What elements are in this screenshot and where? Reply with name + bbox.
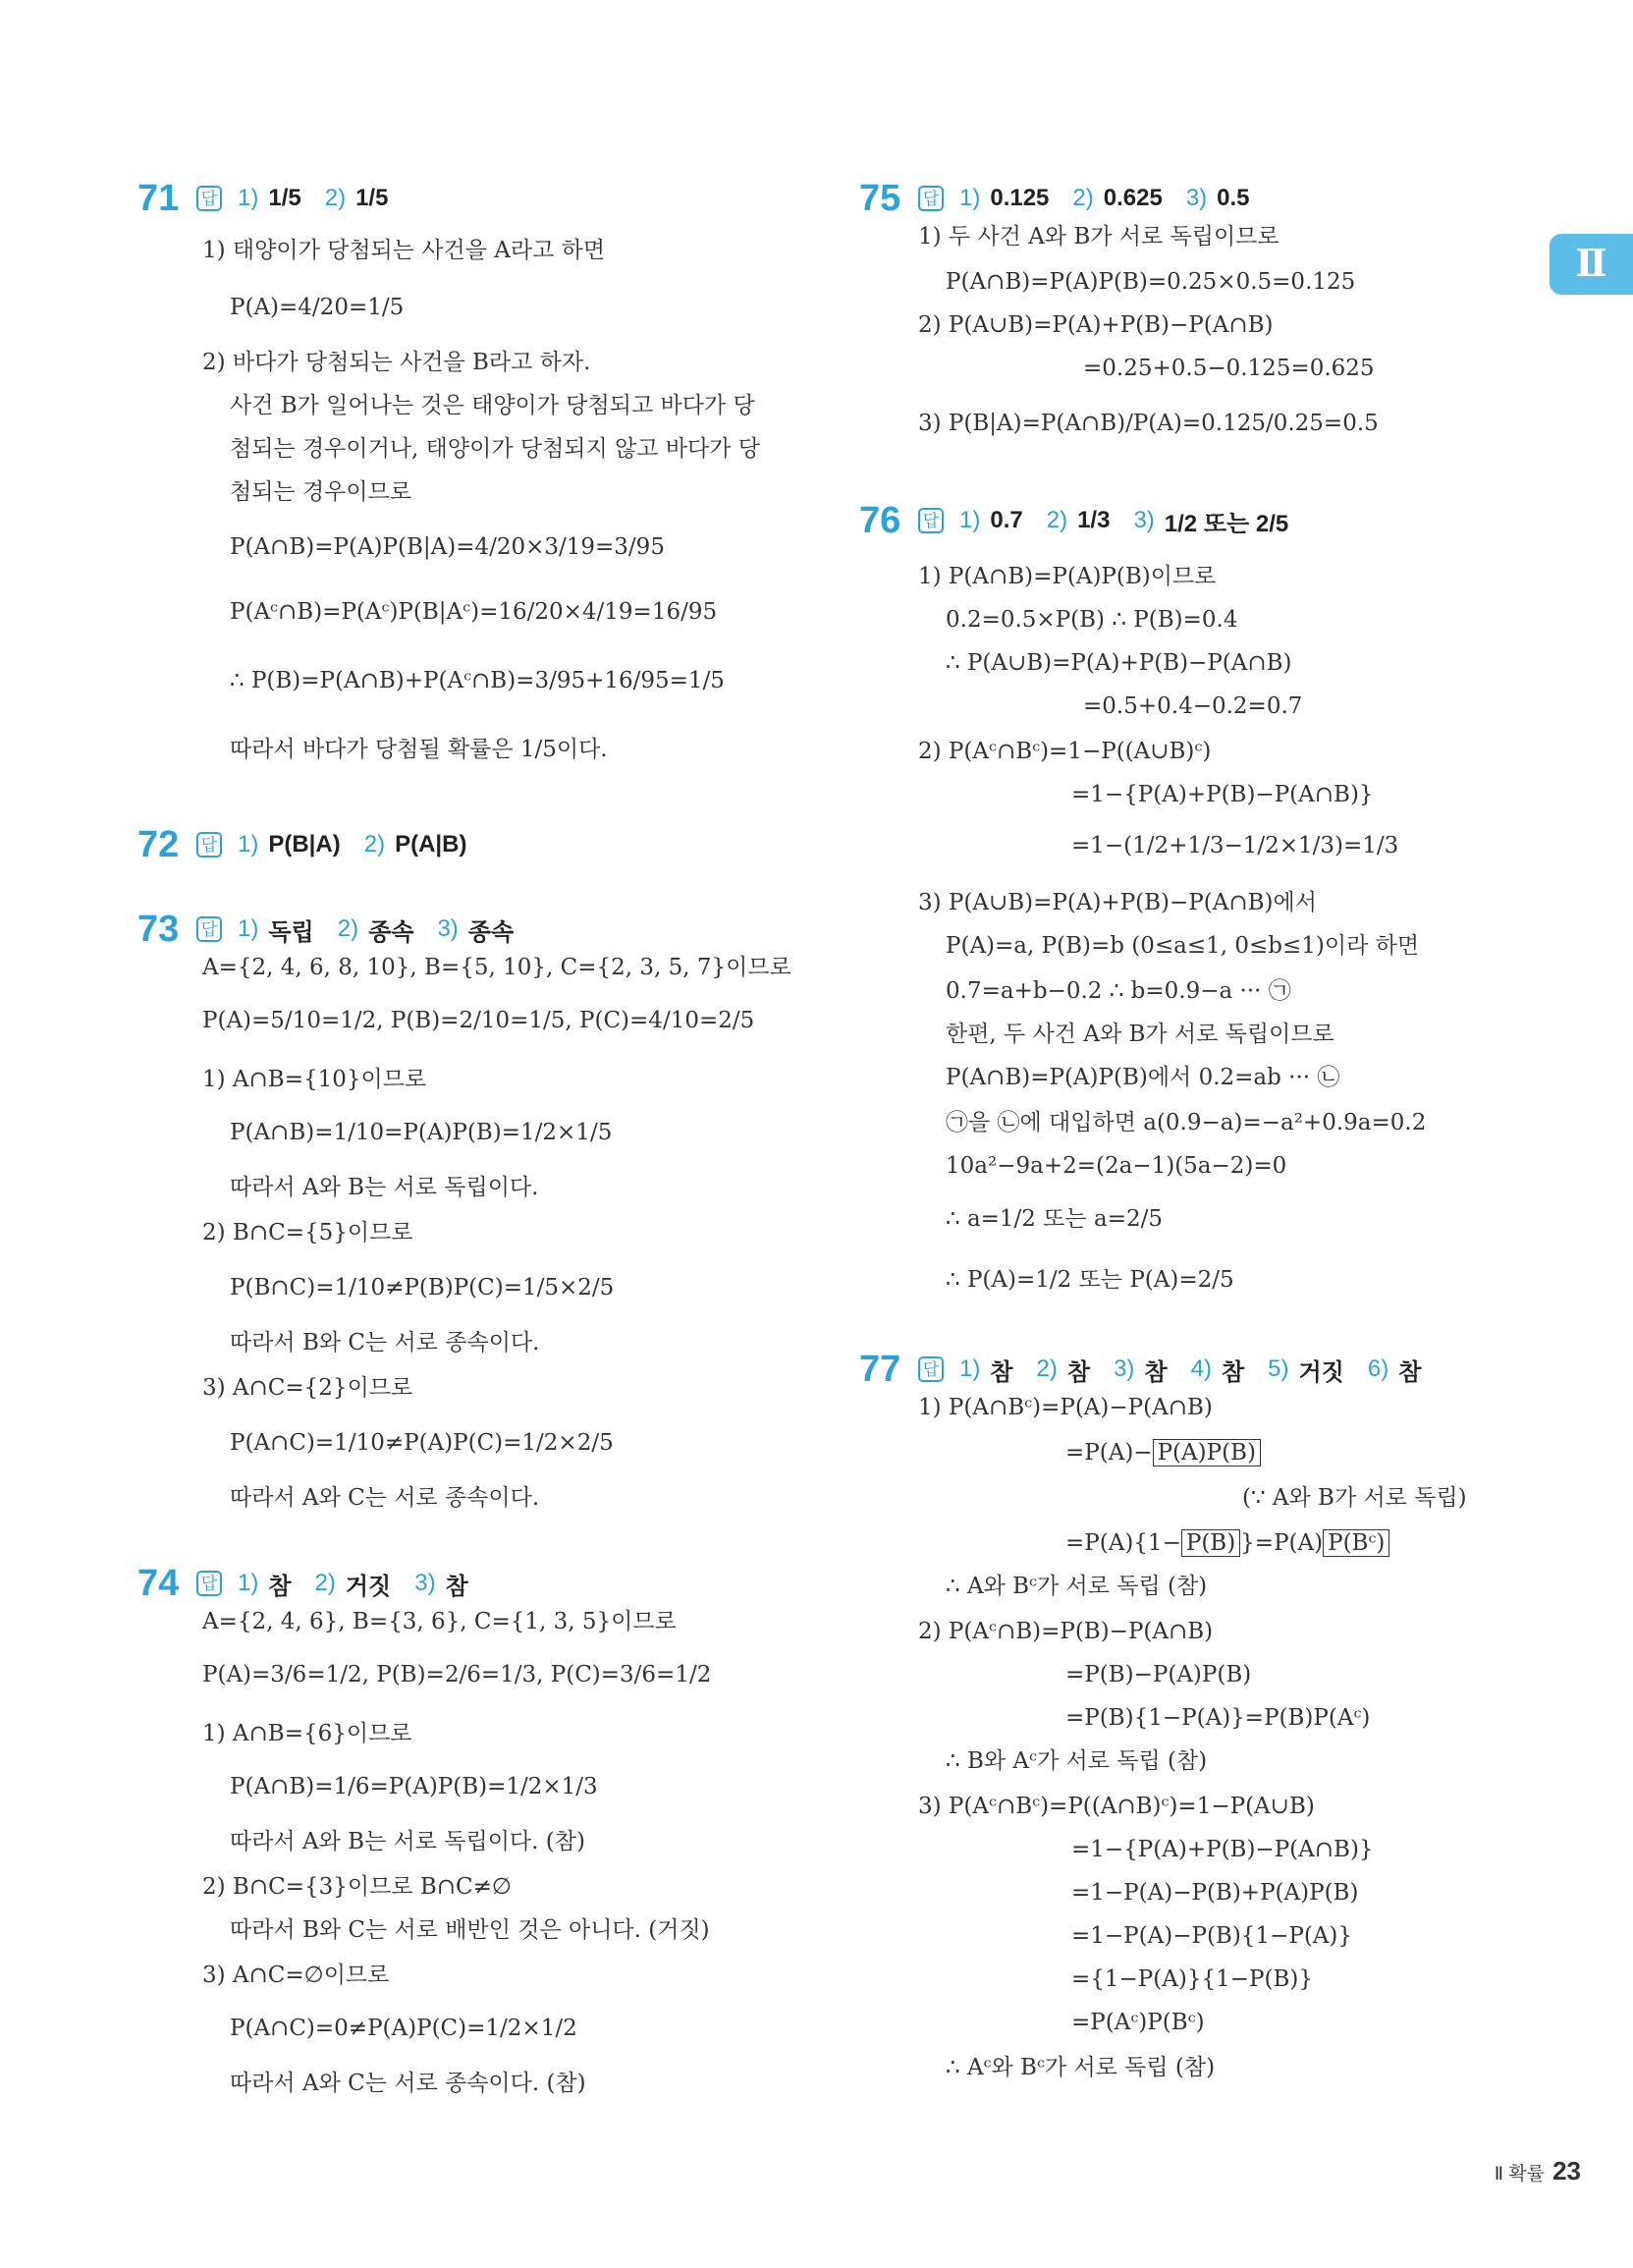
solution-line: 1) P(A∩Bᶜ)=P(A)−P(A∩B) [918, 1395, 1213, 1420]
page-number: 23 [1552, 2156, 1581, 2185]
answer-label: 3) [1185, 185, 1208, 211]
solution-line: 첨되는 경우이거나, 태양이가 당첨되지 않고 바다가 당 [230, 436, 760, 462]
answer-value: 0.5 [1217, 185, 1250, 211]
answer-label: 2) [337, 915, 359, 942]
solution-line: =1−P(A)−P(B)+P(A)P(B) [1071, 1880, 1359, 1906]
answer-value: 독립 [268, 918, 314, 946]
answer-value: 1/5 [268, 185, 301, 211]
answer-value: 종속 [467, 918, 515, 946]
answer-value: P(A|B) [395, 831, 467, 857]
answer-label: 1) [238, 1570, 259, 1596]
solution-line: 따라서 B와 C는 서로 종속이다. [230, 1330, 540, 1355]
solution-line: 따라서 B와 C는 서로 배반인 것은 아니다. (거짓) [230, 1917, 710, 1943]
solution-line: =0.25+0.5−0.125=0.625 [1083, 356, 1375, 381]
problem-number: 71 [137, 178, 180, 219]
solution-line: ∴ P(A∪B)=P(A)+P(B)−P(A∩B) [946, 650, 1292, 676]
solution-line: =1−{P(A)+P(B)−P(A∩B)} [1071, 782, 1374, 807]
solution-line: 따라서 A와 B는 서로 독립이다. [230, 1175, 539, 1200]
solution-line: 1) 두 사건 A와 B가 서로 독립이므로 [918, 224, 1279, 249]
solution-line: P(Aᶜ∩B)=P(Aᶜ)P(B|Aᶜ)=16/20×4/19=16/95 [230, 599, 718, 625]
answer-label: 3) [1114, 1355, 1135, 1382]
chapter-tab: Ⅱ [1550, 234, 1633, 295]
solution-line: 1) 태양이가 당첨되는 사건을 A라고 하면 [202, 238, 606, 263]
answer-value: 1/5 [355, 185, 389, 211]
boxed-expression: P(B) [1181, 1529, 1240, 1557]
answer-label: 4) [1190, 1355, 1212, 1382]
solution-line: P(A∩C)=1/10≠P(A)P(C)=1/2×2/5 [230, 1430, 614, 1456]
answer-badge: 답 [918, 1356, 944, 1382]
solution-line: A={2, 4, 6, 8, 10}, B={5, 10}, C={2, 3, 5, 7}이므로 [202, 955, 791, 980]
answer-badge: 답 [918, 508, 944, 533]
answer-label: 2) [1046, 507, 1068, 533]
solution-line: P(A∩B)=P(A)P(B|A)=4/20×3/19=3/95 [230, 534, 665, 560]
solution-line: 3) A∩C=∅이므로 [202, 1963, 390, 1988]
answer-header [196, 914, 527, 944]
solution-line: A={2, 4, 6}, B={3, 6}, C={1, 3, 5}이므로 [202, 1609, 677, 1634]
page-footer [1404, 2156, 1581, 2186]
solution-line: =1−(1/2+1/3−1/2×1/3)=1/3 [1071, 833, 1399, 858]
problem-number: 77 [859, 1349, 901, 1390]
answer-value: 참 [1144, 1358, 1168, 1386]
solution-line: 2) 바다가 당첨되는 사건을 B라고 하자. [202, 350, 591, 375]
solution-line: 3) A∩C={2}이므로 [202, 1375, 413, 1401]
answer-label: 3) [1133, 507, 1155, 533]
answer-value: 1/3 [1077, 507, 1111, 533]
solution-line: 3) P(A∪B)=P(A)+P(B)−P(A∩B)에서 [918, 890, 1317, 915]
answer-value: 거짓 [345, 1573, 392, 1600]
answer-label: 1) [238, 185, 259, 211]
answer-value: 참 [990, 1358, 1013, 1386]
answer-badge: 답 [196, 916, 222, 942]
solution-line: 2) B∩C={5}이므로 [202, 1220, 413, 1245]
answer-badge: 답 [196, 832, 222, 857]
solution-line: 0.2=0.5×P(B) ∴ P(B)=0.4 [946, 607, 1238, 633]
solution-line: P(A)=5/10=1/2, P(B)=2/10=1/5, P(C)=4/10=2/5 [202, 1008, 755, 1033]
answer-value: 참 [268, 1573, 292, 1600]
solution-line: 1) A∩B={10}이므로 [202, 1067, 427, 1092]
answer-badge: 답 [196, 186, 222, 211]
answer-value: 종속 [368, 918, 414, 946]
solution-line: P(B∩C)=1/10≠P(B)P(C)=1/5×2/5 [230, 1275, 615, 1300]
expression-part: =P(A)− [1065, 1440, 1153, 1466]
solution-line: 10a²−9a+2=(2a−1)(5a−2)=0 [946, 1153, 1287, 1179]
solution-line: 2) P(Aᶜ∩B)=P(B)−P(A∩B) [918, 1619, 1214, 1644]
solution-line: 따라서 A와 B는 서로 독립이다. (참) [230, 1829, 585, 1854]
answer-value: 거짓 [1298, 1358, 1344, 1386]
solution-line: =P(B)−P(A)P(B) [1065, 1662, 1252, 1687]
answer-value: 0.7 [990, 507, 1023, 533]
answer-label: 1) [238, 831, 259, 857]
solution-line: P(A∩B)=P(A)P(B)=0.25×0.5=0.125 [946, 269, 1356, 295]
solution-line: =1−P(A)−P(B){1−P(A)} [1071, 1923, 1353, 1949]
answer-label: 1) [238, 915, 259, 942]
expression-part: }=P(A) [1240, 1530, 1324, 1556]
solution-line: 3) P(B|A)=P(A∩B)/P(A)=0.125/0.25=0.5 [918, 411, 1379, 436]
problem-number: 75 [859, 178, 901, 219]
solution-line: ㉠을 ㉡에 대입하면 a(0.9−a)=−a²+0.9a=0.2 [946, 1110, 1427, 1135]
answer-value: 0.125 [990, 185, 1050, 211]
answer-label: 2) [1036, 1355, 1058, 1382]
answer-value: 참 [445, 1573, 468, 1600]
solution-line: =0.5+0.4−0.2=0.7 [1083, 693, 1303, 719]
solution-line: 사건 B가 일어나는 것은 태양이가 당첨되고 바다가 당 [230, 393, 755, 418]
answer-label: 5) [1268, 1355, 1289, 1382]
solution-line: 2) P(Aᶜ∩Bᶜ)=1−P((A∪B)ᶜ) [918, 739, 1212, 764]
answer-header [196, 830, 480, 859]
footer-section: Ⅱ 확률 [1494, 2164, 1546, 2185]
answer-header [918, 506, 1302, 535]
solution-line: P(A∩B)=1/10=P(A)P(B)=1/2×1/5 [230, 1120, 613, 1145]
solution-line: 2) P(A∪B)=P(A)+P(B)−P(A∩B) [918, 312, 1274, 338]
solution-line: 따라서 바다가 당첨될 확률은 1/5이다. [230, 737, 608, 762]
solution-line: 따라서 A와 C는 서로 종속이다. (참) [230, 2071, 586, 2096]
solution-line: ∴ P(B)=P(A∩B)+P(Aᶜ∩B)=3/95+16/95=1/5 [230, 668, 725, 693]
answer-header [196, 184, 402, 213]
solution-line: ∴ A와 Bᶜ가 서로 독립 (참) [946, 1574, 1208, 1599]
solution-line: P(A∩B)=1/6=P(A)P(B)=1/2×1/3 [230, 1774, 598, 1799]
answer-label: 2) [363, 831, 386, 857]
answer-header [196, 1569, 482, 1598]
solution-line: =P(Aᶜ)P(Bᶜ) [1071, 2010, 1205, 2035]
solution-line: 0.7=a+b−0.2 ∴ b=0.9−a ··· ㉠ [946, 978, 1291, 1004]
problem-number: 72 [137, 824, 180, 865]
answer-label: 3) [437, 915, 459, 942]
problem-number: 76 [859, 500, 901, 541]
expression-part: =P(A){1− [1065, 1530, 1181, 1556]
answer-label: 1) [959, 185, 981, 211]
answer-label: 6) [1367, 1355, 1389, 1382]
solution-line: 3) P(Aᶜ∩Bᶜ)=P((A∩B)ᶜ)=1−P(A∪B) [918, 1794, 1315, 1819]
answer-label: 1) [959, 507, 981, 533]
solution-line: 2) B∩C={3}이므로 B∩C≠∅ [202, 1874, 512, 1900]
answer-label: 1) [959, 1355, 981, 1382]
answer-value: 참 [1398, 1358, 1422, 1386]
solution-line: ∴ Aᶜ와 Bᶜ가 서로 독립 (참) [946, 2055, 1216, 2080]
solution-line: 첨되는 경우이므로 [230, 479, 412, 505]
solution-line: P(A)=4/20=1/5 [230, 295, 405, 320]
solution-line: P(A)=a, P(B)=b (0≤a≤1, 0≤b≤1)이라 하면 [946, 933, 1420, 959]
answer-value: 참 [1066, 1358, 1091, 1386]
solution-line: ∴ P(A)=1/2 또는 P(A)=2/5 [946, 1267, 1234, 1293]
answer-header [918, 1355, 1435, 1384]
answer-badge: 답 [196, 1571, 222, 1596]
solution-line: ∴ a=1/2 또는 a=2/5 [946, 1206, 1164, 1232]
answer-value: P(B|A) [268, 831, 341, 857]
solution-line: P(A∩B)=P(A)P(B)에서 0.2=ab ··· ㉡ [946, 1065, 1340, 1090]
boxed-expression: P(A)P(B) [1153, 1439, 1261, 1466]
answer-label: 2) [324, 185, 347, 211]
solution-line: 한편, 두 사건 A와 B가 서로 독립이므로 [946, 1022, 1334, 1047]
solution-line: =1−{P(A)+P(B)−P(A∩B)} [1071, 1837, 1374, 1862]
solution-line: ∴ B와 Aᶜ가 서로 독립 (참) [946, 1748, 1208, 1774]
answer-value: 0.625 [1103, 185, 1163, 211]
solution-line: 1) A∩B={6}이므로 [202, 1721, 412, 1746]
solution-line: P(A)=3/6=1/2, P(B)=2/6=1/3, P(C)=3/6=1/2 [202, 1662, 712, 1687]
answer-value: 참 [1221, 1358, 1245, 1386]
answer-value: 1/2 또는 2/5 [1164, 510, 1289, 537]
solution-line [1065, 1438, 1261, 1467]
solution-line: P(A∩C)=0≠P(A)P(C)=1/2×1/2 [230, 2016, 577, 2041]
answer-badge: 답 [918, 186, 944, 211]
answer-header [918, 184, 1264, 213]
solution-line: 따라서 A와 C는 서로 종속이다. [230, 1485, 540, 1511]
problem-number: 73 [137, 909, 180, 950]
problem-number: 74 [137, 1563, 180, 1604]
answer-label: 2) [1072, 185, 1094, 211]
answer-label: 2) [314, 1570, 336, 1596]
solution-line: ={1−P(A)}{1−P(B)} [1071, 1966, 1313, 1992]
solution-line [1065, 1528, 1389, 1558]
solution-line: =P(B){1−P(A)}=P(B)P(Aᶜ) [1065, 1705, 1371, 1731]
solution-line: (∵ A와 B가 서로 독립) [1242, 1485, 1467, 1511]
boxed-expression: P(Bᶜ) [1323, 1529, 1389, 1557]
solution-line: 1) P(A∩B)=P(A)P(B)이므로 [918, 564, 1217, 589]
answer-label: 3) [414, 1570, 436, 1596]
